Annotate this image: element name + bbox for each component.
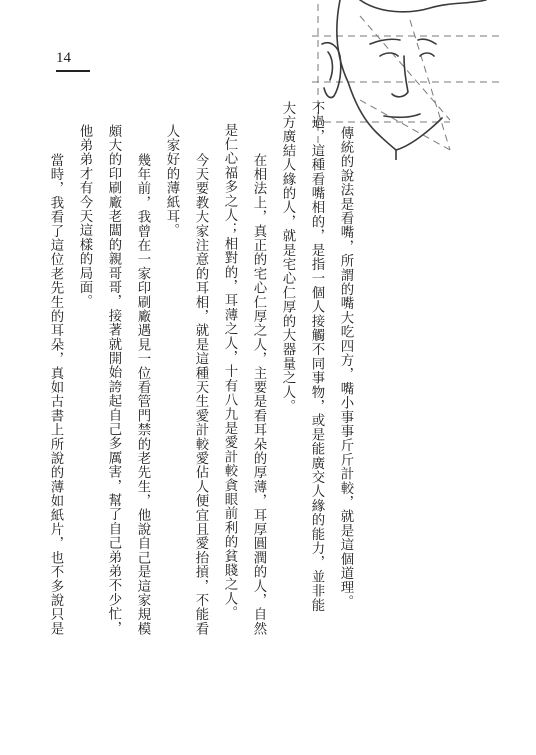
text-column-1: 傳統的說法是看嘴，所謂的嘴大吃四方，嘴小事事斤斤計較，就是這個道理。: [338, 126, 353, 609]
text-column-10: 他弟弟才有今天這樣的局面。: [77, 124, 92, 309]
page-number: 14: [56, 50, 71, 66]
text-column-8: 幾年前，我曾在一家印刷廠遇見一位看管門禁的老先生，他說自己是這家規模: [135, 153, 150, 636]
text-column-3: 大方廣結人緣的人，就是宅心仁厚的大器量之人。: [280, 101, 295, 414]
text-column-6: 今天要教大家注意的耳相，就是這種天生愛計較愛佔人便宜且愛抬摃，不能看: [193, 153, 208, 636]
page-number-rule: [56, 70, 90, 72]
text-column-4: 在相法上，真正的宅心仁厚之人，主要是看耳朵的厚薄，耳厚圓潤的人，自然: [251, 153, 266, 636]
text-column-2: 不過，這種看嘴相的，是指一個人接觸不同事物，或是能廣交人緣的能力，並非能: [309, 101, 324, 613]
text-column-5: 是仁心福多之人；相對的，耳薄之人，十有八九是愛計較貪眼前利的貧賤之人。: [222, 123, 237, 620]
text-column-7: 人家好的薄紙耳。: [164, 124, 179, 238]
face-sketch-illustration: [300, 0, 536, 160]
text-column-9: 頗大的印刷廠老闆的親哥哥，接著就開始誇起自己多厲害，幫了自己弟弟不少忙，: [106, 124, 121, 636]
text-column-11: 當時，我看了這位老先生的耳朵，真如古書上所說的薄如紙片，也不多說只是: [48, 153, 63, 636]
